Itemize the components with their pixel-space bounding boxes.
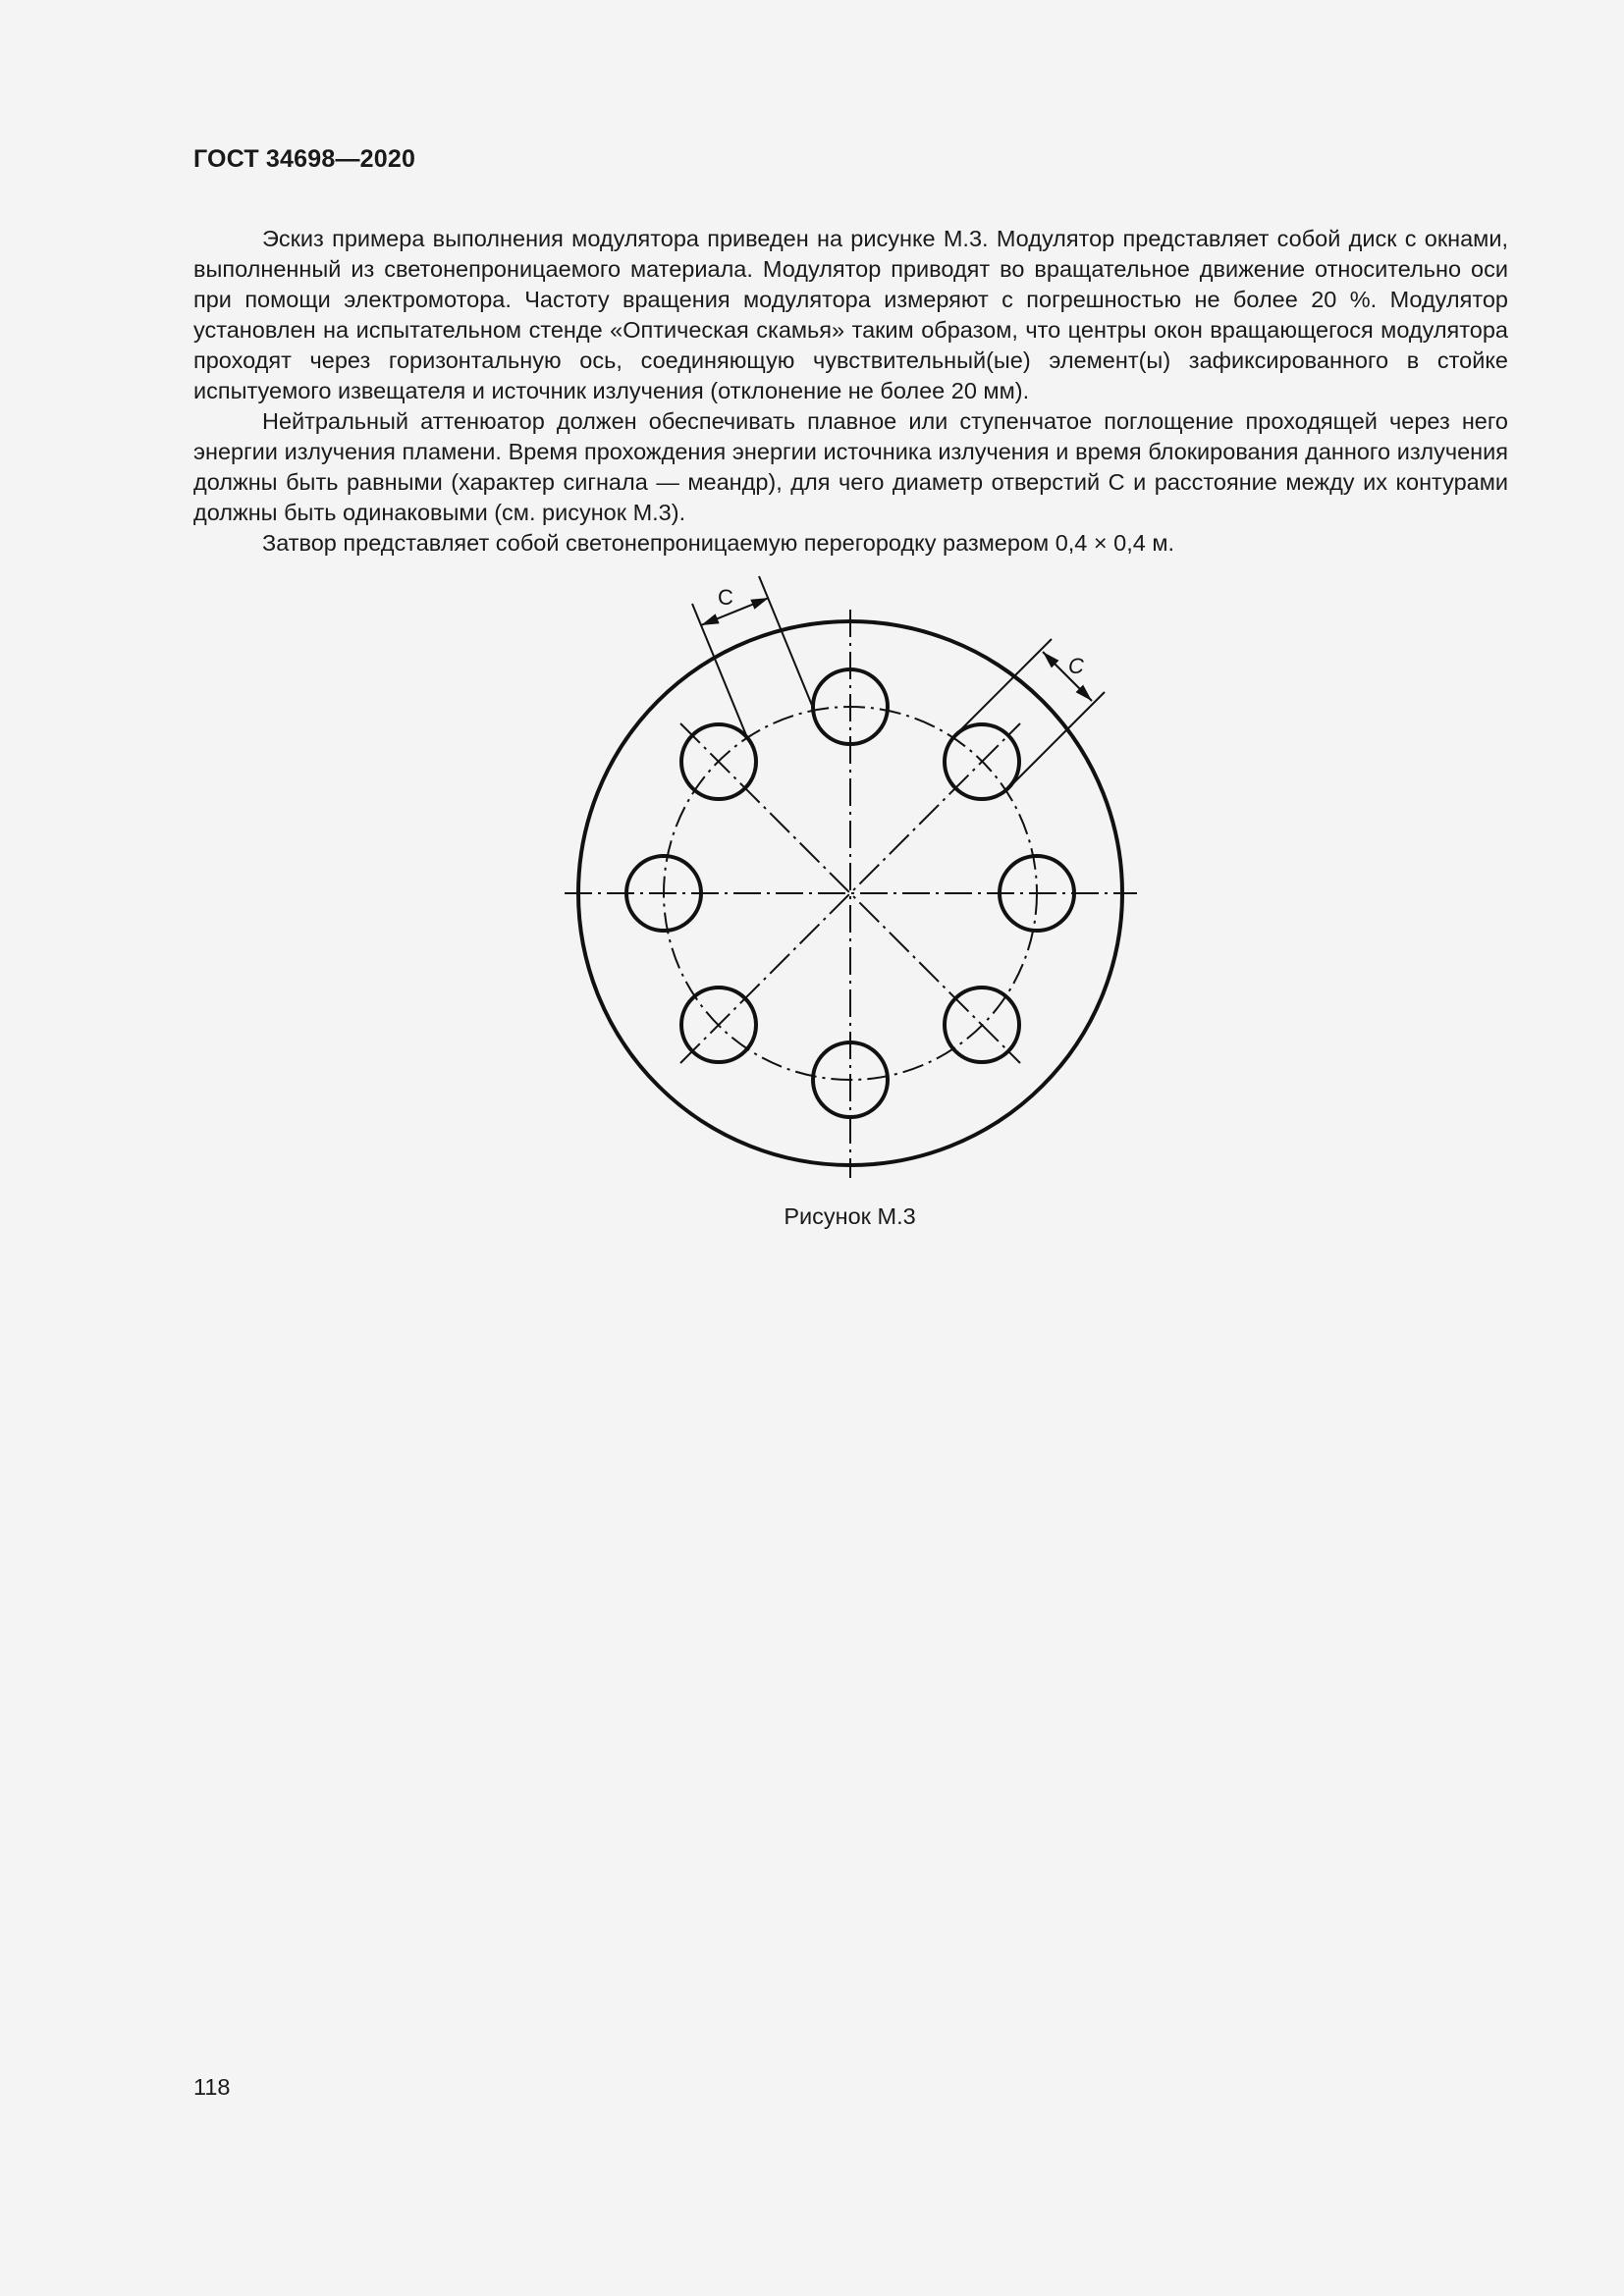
modulator-drawing xyxy=(550,567,1149,1186)
document-header: ГОСТ 34698—2020 xyxy=(193,145,416,173)
figure-caption: Рисунок М.3 xyxy=(784,1203,916,1229)
modulator-figure xyxy=(550,567,1149,1186)
dimension-label-gap: С xyxy=(718,585,733,610)
paragraph-attenuator: Нейтральный аттенюатор должен обеспечивать плавное или ступенчатое поглощение проходящей через него энергии излучения пламени. Время прохождения энергии источника излучения и время блокирования данного излучения должны быть равными (характер сигнала — меандр), для чего диаметр отверстий С и расстояние между их контурами должны быть одинаковыми (см. рисунок М.3). xyxy=(193,408,1508,525)
page-number: 118 xyxy=(193,2074,231,2100)
paragraph-shutter: Затвор представляет собой светонепроницаемую перегородку размером 0,4 × 0,4 м. xyxy=(262,530,1175,556)
dimension-gap-c xyxy=(692,576,813,735)
dimension-label-diameter: С xyxy=(1068,654,1084,678)
body-text xyxy=(193,224,1508,559)
paragraph-modulator: Эскиз примера выполнения модулятора приведен на рисунке М.3. Модулятор представляет собой диск с окнами, выполненный из светонепроницаемого материала. Модулятор приводят во вращательное движение относительно оси при помощи электромотора. Частоту вращения модулятора измеряют с погрешностью не более 20 %. Модулятор установлен на испытательном стенде «Оптическая скамья» таким образом, что центры окон вращающегося модулятора проходят через горизонтальную ось, соединяющую чувствительный(ые) элемент(ы) зафиксированного в стойке испытуемого извещателя и источник излучения (отклонение не более 20 мм). xyxy=(193,226,1508,403)
center-lines xyxy=(565,610,1137,1178)
